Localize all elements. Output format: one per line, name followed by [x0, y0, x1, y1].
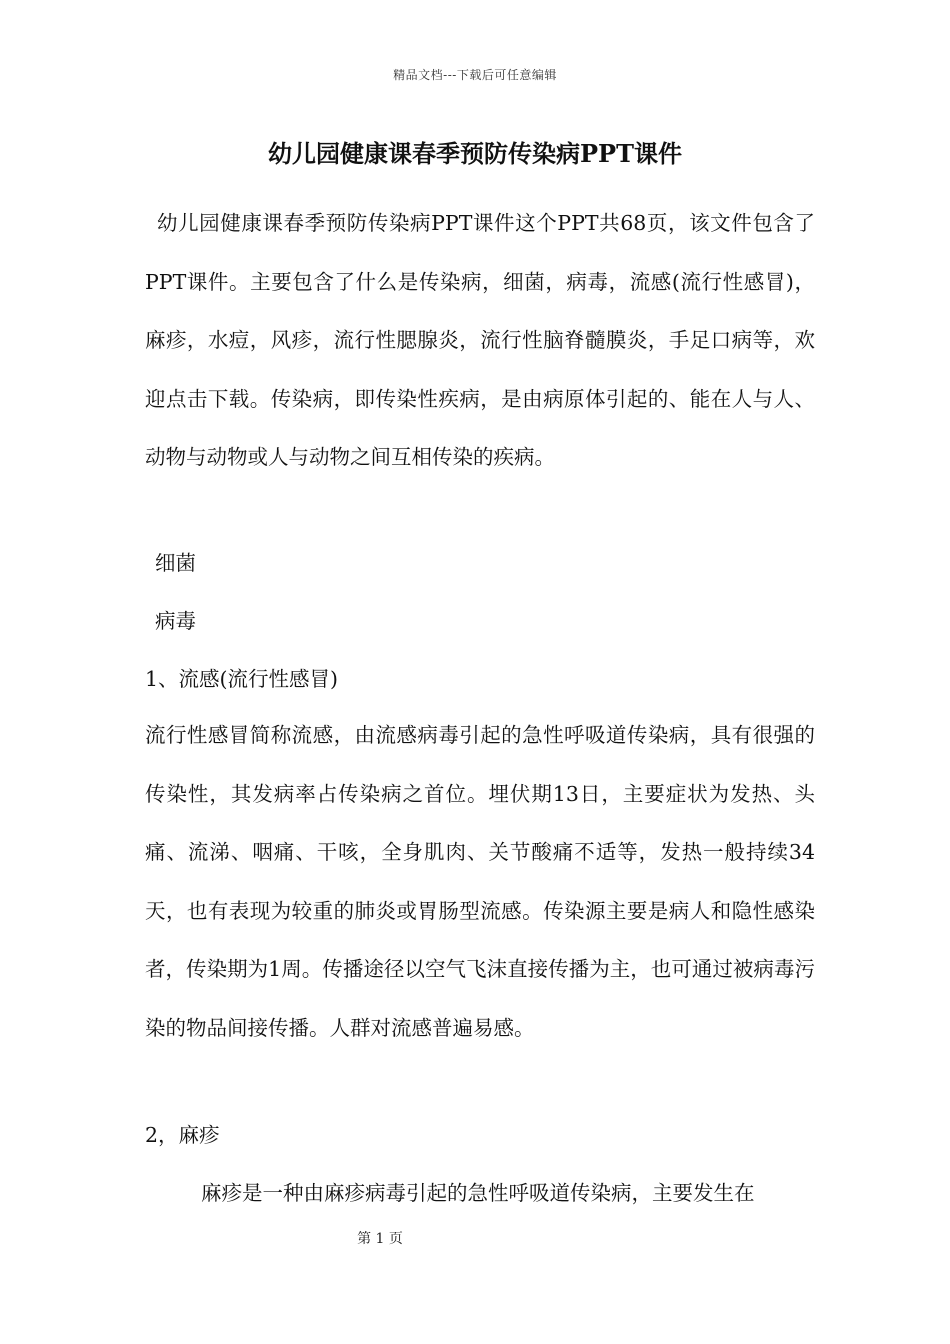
section-heading-flu: 1、流感(流行性感冒) [145, 667, 339, 691]
page-number: 第 1 页 [357, 1231, 403, 1247]
section-label-virus: 病毒 [155, 609, 196, 633]
intro-paragraph: 幼儿园健康课春季预防传染病PPT课件这个PPT共68页，该文件包含了PPT课件。主要包含了什么是传染病，细菌，病毒，流感(流行性感冒)，麻疹，水痘，风疹，流行性腮腺炎，流行性脑脊髓膜炎，手足口病等，欢迎点击下载。传染病，即传染性疾病，是由病原体引起的、能在人与人、动物与动物或人与动物之间互相传染的疾病。 [145, 211, 815, 469]
measles-paragraph: 麻疹是一种由麻疹病毒引起的急性呼吸道传染病，主要发生在 [201, 1181, 755, 1205]
section-heading-measles: 2，麻疹 [145, 1123, 220, 1147]
page-title: 幼儿园健康课春季预防传染病PPT课件 [268, 139, 682, 168]
header-note: 精品文档---下载后可任意编辑 [393, 68, 557, 82]
flu-paragraph: 流行性感冒简称流感，由流感病毒引起的急性呼吸道传染病，具有很强的传染性，其发病率占传染病之首位。埋伏期13日，主要症状为发热、头痛、流涕、咽痛、干咳，全身肌肉、关节酸痛不适等，发热一般持续34天，也有表现为较重的肺炎或胃肠型流感。传染源主要是病人和隐性感染者，传染期为1周。传播途径以空气飞沫直接传播为主，也可通过被病毒污染的物品间接传播。人群对流感普遍易感。 [145, 723, 815, 1040]
section-label-bacteria: 细菌 [155, 551, 196, 575]
